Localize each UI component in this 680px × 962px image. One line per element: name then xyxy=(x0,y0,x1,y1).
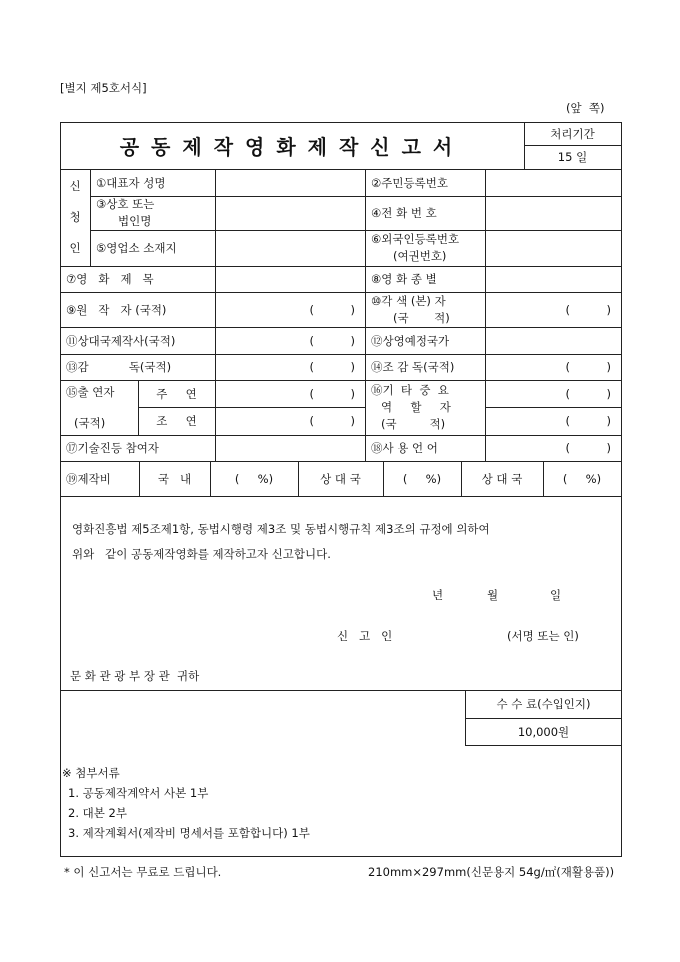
processing-value-text: 15 일 xyxy=(557,150,588,164)
director-label-text: ⑬감 독(국적) xyxy=(66,360,172,374)
signature-label: (서명 또는 인) xyxy=(507,629,579,643)
film-title-input[interactable] xyxy=(215,266,366,293)
genre-label-text: ⑧영 화 종 별 xyxy=(371,272,437,286)
foreign-no-input[interactable] xyxy=(485,230,622,267)
company-input[interactable] xyxy=(215,196,366,231)
domestic-percent-text: ( %) xyxy=(234,471,274,486)
other-roles-input[interactable] xyxy=(485,407,622,436)
author-label xyxy=(60,292,216,328)
nationality-parentheses: ( ) xyxy=(309,333,355,348)
declaration-line-1: 영화진흥법 제5조제1항, 동법시행령 제3조 및 동법시행규칙 제3조의 규정에 의하여 xyxy=(72,522,490,536)
paper-spec: 210mm×297mm(신문용지 54g/㎡(재활용품)) xyxy=(368,865,615,879)
phone-input[interactable] xyxy=(485,196,622,231)
other-roles-label-text: ⑯기 타 중 요 xyxy=(371,383,449,397)
language-label-text: ⑱사 용 언 어 xyxy=(371,441,438,455)
attachment-item: 2. 대본 2부 xyxy=(68,806,127,820)
office-label-text: ⑤영업소 소재지 xyxy=(96,241,177,255)
page-side: (앞 쪽) xyxy=(566,101,605,115)
company-label xyxy=(90,196,216,231)
cast-label xyxy=(60,380,139,436)
assistant-director-label xyxy=(365,354,486,381)
processing-label xyxy=(524,122,622,146)
phone-label xyxy=(365,196,486,231)
counterpart-label-text: 상 대 국 xyxy=(320,471,361,486)
nationality-parentheses: ( ) xyxy=(309,360,355,374)
other-roles-label-text: (국 적) xyxy=(381,417,446,431)
fee-value-text: 10,000원 xyxy=(517,724,570,739)
processing-label-text: 처리기간 xyxy=(550,126,595,141)
partner-input[interactable] xyxy=(215,327,366,355)
tech-label-text: ⑰기술진등 참여자 xyxy=(66,441,159,455)
resident-no-label-text: ②주민등록번호 xyxy=(371,175,448,190)
rep-name-label xyxy=(90,169,216,197)
foreign-no-label-text: ⑥외국인등록번호 xyxy=(371,232,460,246)
language-input[interactable] xyxy=(485,435,622,462)
resident-no-label xyxy=(365,169,486,197)
resident-no-input[interactable] xyxy=(485,169,622,197)
company-label-text: ③상호 또는 xyxy=(96,197,155,211)
cost-label-text: ⑲제작비 xyxy=(66,471,111,486)
film-title-label-text: ⑦영 화 제 목 xyxy=(66,272,154,286)
foreign-no-label xyxy=(365,230,486,267)
domestic-percent[interactable] xyxy=(210,461,299,497)
applicant-group-label-text: 신 xyxy=(69,179,81,193)
office-input[interactable] xyxy=(215,230,366,267)
applicant-group-label-text: 인 xyxy=(69,241,81,255)
nationality-parentheses: ( ) xyxy=(565,414,611,428)
genre-label xyxy=(365,266,486,293)
date-year: 년 xyxy=(432,588,444,602)
other-roles-label xyxy=(365,380,486,436)
form-title xyxy=(60,122,525,170)
counterpart-percent-text: ( %) xyxy=(562,471,602,486)
company-label-text: 법인명 xyxy=(118,214,152,228)
declarant-label: 신 고 인 xyxy=(337,629,393,643)
other-roles-input[interactable] xyxy=(485,380,622,408)
nationality-parentheses: ( ) xyxy=(565,441,611,455)
counterpart-label-text: 상 대 국 xyxy=(481,471,523,486)
nationality-parentheses: ( ) xyxy=(565,386,611,401)
support-input[interactable] xyxy=(215,407,366,436)
foreign-no-label-text: (여권번호) xyxy=(393,249,447,263)
release-country-input[interactable] xyxy=(485,327,622,355)
nationality-parentheses: ( ) xyxy=(309,302,355,317)
support-label xyxy=(138,407,216,436)
attachment-item: 3. 제작계획서(제작비 명세서를 포함합니다) 1부 xyxy=(68,826,310,840)
applicant-group-label xyxy=(60,169,91,267)
fee-label-text: 수 수 료(수입인지) xyxy=(496,697,591,711)
form-title-text: 공동제작영화제작신고서 xyxy=(119,135,465,159)
fee-label xyxy=(465,690,622,719)
rep-name-input[interactable] xyxy=(215,169,366,197)
other-roles-label-text: 역 할 자 xyxy=(381,400,451,414)
domestic-label-text: 국 내 xyxy=(157,471,192,486)
fee-value xyxy=(465,718,622,746)
counterpart-percent-text: ( %) xyxy=(402,471,442,486)
nationality-parentheses: ( ) xyxy=(565,360,611,374)
film-title-label xyxy=(60,266,216,293)
date-day: 일 xyxy=(550,588,562,602)
genre-input[interactable] xyxy=(485,266,622,293)
nationality-parentheses: ( ) xyxy=(309,386,355,401)
form-number: [별지 제5호서식] xyxy=(60,81,147,95)
addressee: 문 화 관 광 부 장 관 귀하 xyxy=(70,669,200,683)
cast-label-text: ⑮출 연자 xyxy=(66,384,115,399)
support-label-text: 조 연 xyxy=(156,414,197,428)
writer-label xyxy=(365,292,486,328)
office-label xyxy=(90,230,216,267)
language-label xyxy=(365,435,486,462)
domestic-label xyxy=(139,461,211,497)
nationality-parentheses: ( ) xyxy=(309,414,355,428)
director-input[interactable] xyxy=(215,354,366,381)
writer-label-text: ⑩각 색 (본) 자 xyxy=(371,293,446,308)
partner-label xyxy=(60,327,216,355)
applicant-group-label-text: 청 xyxy=(69,210,81,224)
lead-label-text: 주 연 xyxy=(156,386,197,401)
nationality-parentheses: ( ) xyxy=(565,302,611,317)
director-label xyxy=(60,354,216,381)
counterpart-percent[interactable] xyxy=(383,461,462,497)
writer-input[interactable] xyxy=(485,292,622,328)
release-country-label-text: ⑫상영예정국가 xyxy=(371,333,450,348)
lead-input[interactable] xyxy=(215,380,366,408)
cost-label xyxy=(60,461,140,497)
attachment-item: 1. 공동제작계약서 사본 1부 xyxy=(68,786,209,800)
writer-label-text: (국 적) xyxy=(393,310,450,325)
declaration-section xyxy=(60,496,622,691)
counterpart-percent[interactable] xyxy=(543,461,622,497)
lead-label xyxy=(138,380,216,408)
cast-label-text: (국적) xyxy=(74,415,106,430)
partner-label-text: ⑪상대국제작사(국적) xyxy=(66,333,176,348)
tech-input[interactable] xyxy=(215,435,366,462)
processing-value xyxy=(524,145,622,170)
footer-note: * 이 신고서는 무료로 드립니다. xyxy=(64,865,222,879)
release-country-label xyxy=(365,327,486,355)
author-input[interactable] xyxy=(215,292,366,328)
assistant-director-input[interactable] xyxy=(485,354,622,381)
counterpart-label xyxy=(461,461,544,497)
assistant-director-label-text: ⑭조 감 독(국적) xyxy=(371,360,455,374)
date-month: 월 xyxy=(487,588,499,602)
rep-name-label-text: ①대표자 성명 xyxy=(96,175,166,190)
declaration-line-2: 위와 같이 공동제작영화를 제작하고자 신고합니다. xyxy=(72,547,331,561)
phone-label-text: ④전 화 번 호 xyxy=(371,206,437,220)
tech-label xyxy=(60,435,216,462)
counterpart-label xyxy=(298,461,384,497)
attachments-title: ※ 첨부서류 xyxy=(62,766,120,780)
author-label-text: ⑨원 작 자 (국적) xyxy=(66,302,167,317)
